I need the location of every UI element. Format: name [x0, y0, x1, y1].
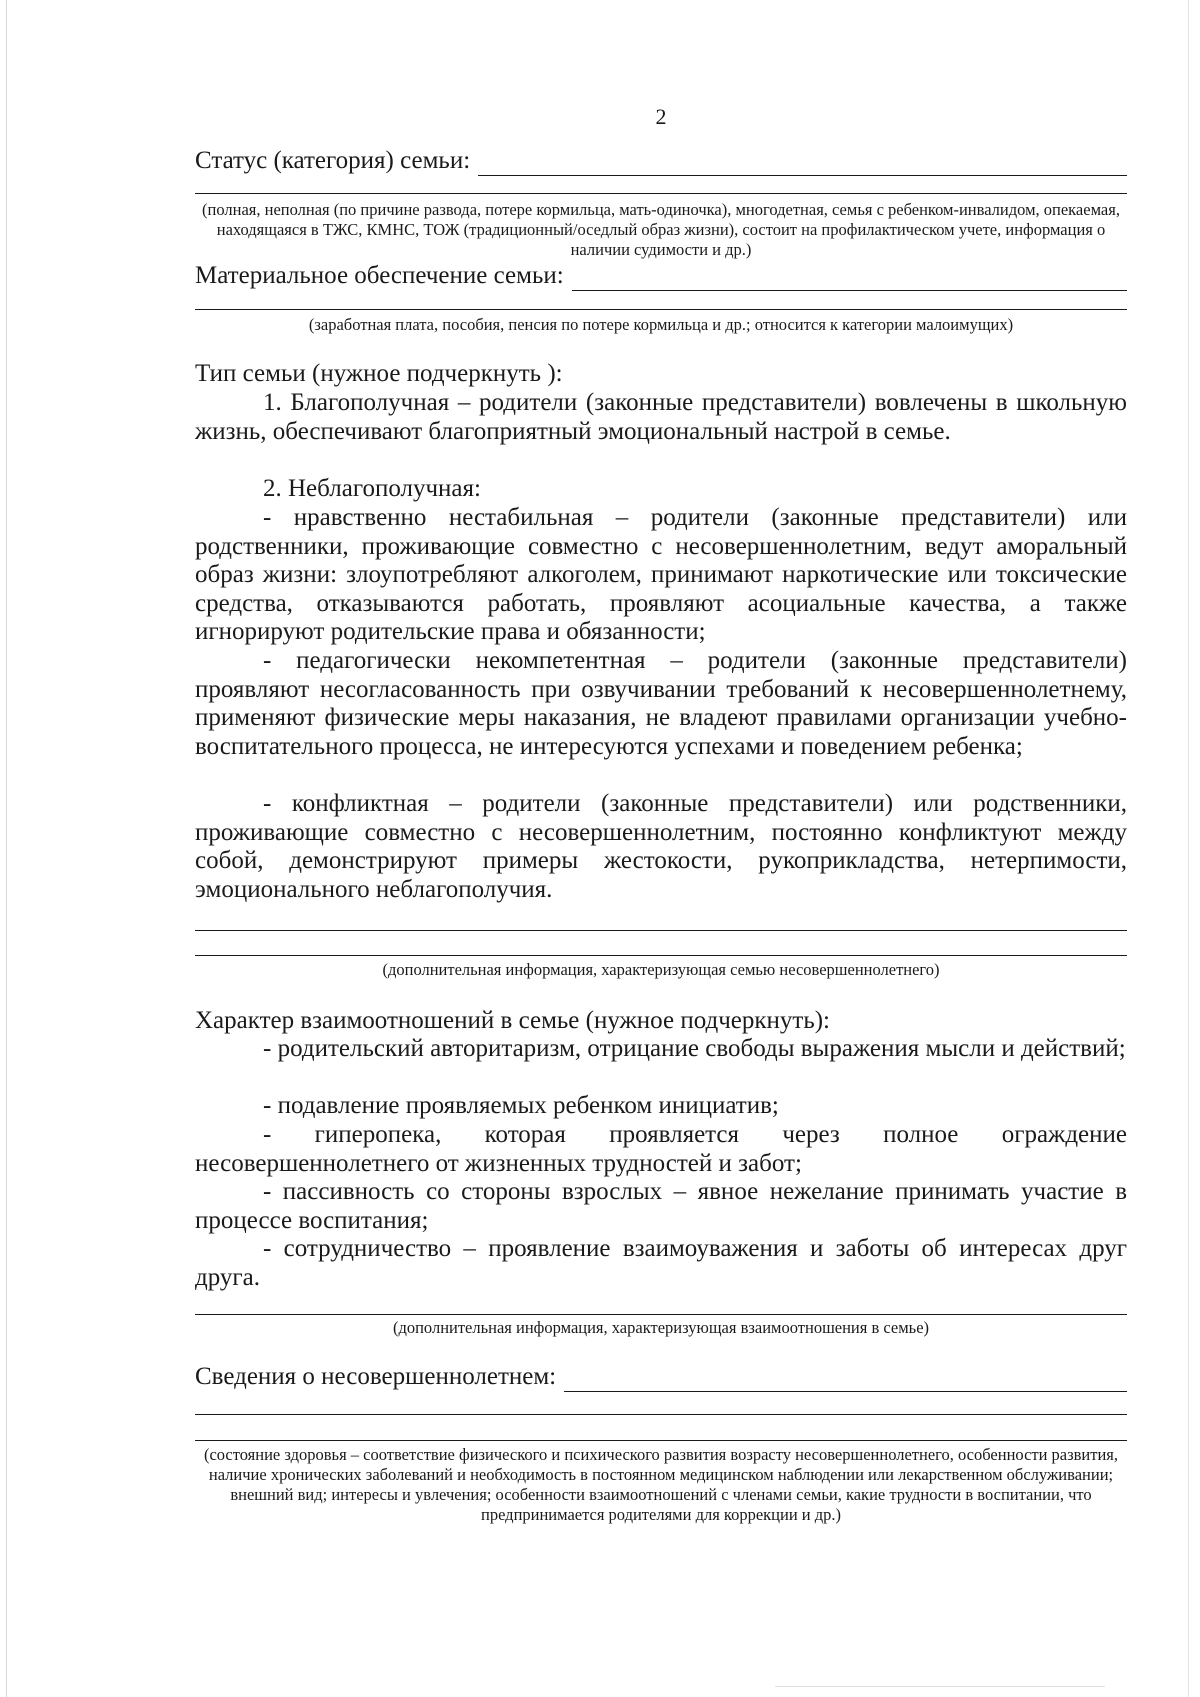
family-type-extra-line-1[interactable]: [195, 930, 1127, 931]
relations-heading: Характер взаимоотношений в семье (нужное подчеркнуть):: [195, 1007, 830, 1034]
minor-extra-line-1[interactable]: [195, 1414, 1127, 1415]
status-input-line[interactable]: [478, 153, 1127, 176]
family-type-item-dysfunctional: 2. Неблагополучная:: [263, 475, 481, 502]
page-edge-left: [6, 0, 7, 1697]
minor-field-row: [195, 1362, 1127, 1392]
family-type-item-conflict: - конфликтная – родители (законные представители) или родственники, проживающие совместно с несовершеннолетним, постоянно конфликтуют между собой, демонстрируют примеры жестокости, рукоприкладства, нетерпимости, эмоционального неблагополучия.: [195, 790, 1127, 903]
page-number: 2: [655, 104, 667, 129]
family-type-extra-line-2[interactable]: [195, 955, 1127, 956]
family-type-item-pedagogically-incompetent: - педагогически некомпетентная – родители (законные представители) проявляют несогласованность при озвучивании требований к несовершеннолетнему, применяют физические меры наказания, не владеют правилами организации учебно-воспитательного процесса, не интересуются успехами и поведением ребенка;: [195, 647, 1127, 760]
minor-input-line[interactable]: [564, 1369, 1127, 1392]
material-field-row: [195, 261, 1127, 291]
minor-extra-line-2[interactable]: [195, 1440, 1127, 1441]
status-field-row: [195, 146, 1127, 176]
relations-item-passivity: - пассивность со стороны взрослых – явное нежелание принимать участие в процессе воспитания;: [195, 1178, 1127, 1234]
relations-item-suppression: - подавление проявляемых ребенком инициатив;: [263, 1092, 779, 1119]
relations-item-cooperation: - сотрудничество – проявление взаимоуважения и заботы об интересах друг друга.: [195, 1235, 1127, 1291]
material-input-line[interactable]: [572, 268, 1127, 291]
relations-item-authoritarianism: - родительский авторитаризм, отрицание свободы выражения мысли и действий;: [263, 1035, 1126, 1062]
family-type-note: (дополнительная информация, характеризующая семью несовершеннолетнего): [382, 960, 940, 979]
family-type-heading: Тип семьи (нужное подчеркнуть ):: [195, 360, 563, 387]
material-label: Материальное обеспечение семьи:: [195, 262, 564, 289]
relations-note: (дополнительная информация, характеризующая взаимоотношения в семье): [392, 1318, 930, 1337]
minor-note: (состояние здоровья – соответствие физического и психического развития возрасту несовершеннолетнего, особенности развития, наличие хронических заболеваний и необходимость в постоянном медицинском наблюдении или лекарственном обслуживании; внешний вид; интересы и увлечения; особенности взаимоотношений с членами семьи, какие трудности в воспитании, что предпринимается родителями для коррекции и др.): [203, 1445, 1119, 1524]
relations-item-overprotection: - гиперопека, которая проявляется через полное ограждение несовершеннолетнего от жизненных трудностей и забот;: [195, 1121, 1127, 1177]
scan-mark: [775, 1686, 1105, 1687]
status-extra-line[interactable]: [195, 193, 1127, 194]
page-edge-right: [1188, 0, 1189, 1697]
family-type-item-prosperous: 1. Благополучная – родители (законные представители) вовлечены в школьную жизнь, обеспечивают благоприятный эмоциональный настрой в семье.: [195, 389, 1127, 445]
status-label: Статус (категория) семьи:: [195, 147, 471, 174]
family-type-item-morally-unstable: - нравственно нестабильная – родители (законные представители) или родственники, проживающие совместно с несовершеннолетним, ведут аморальный образ жизни: злоупотребляют алкоголем, принимают наркотические или токсические средства, отказываются работать, проявляют асоциальные качества, а также игнорируют родительские права и обязанности;: [195, 504, 1127, 646]
material-extra-line[interactable]: [195, 309, 1127, 310]
relations-extra-line[interactable]: [195, 1314, 1127, 1315]
status-note: (полная, неполная (по причине развода, потере кормильца, мать-одиночка), многодетная, семья с ребенком-инвалидом, опекаемая, находящаяся в ТЖС, КМНС, ТОЖ (традиционный/оседлый образ жизни), состоит на профилактическом учете, информация о наличии судимости и др.): [202, 200, 1120, 259]
material-note: (заработная плата, пособия, пенсия по потере кормильца и др.; относится к категории малоимущих): [308, 315, 1014, 334]
minor-label: Сведения о несовершеннолетнем:: [195, 1363, 557, 1390]
